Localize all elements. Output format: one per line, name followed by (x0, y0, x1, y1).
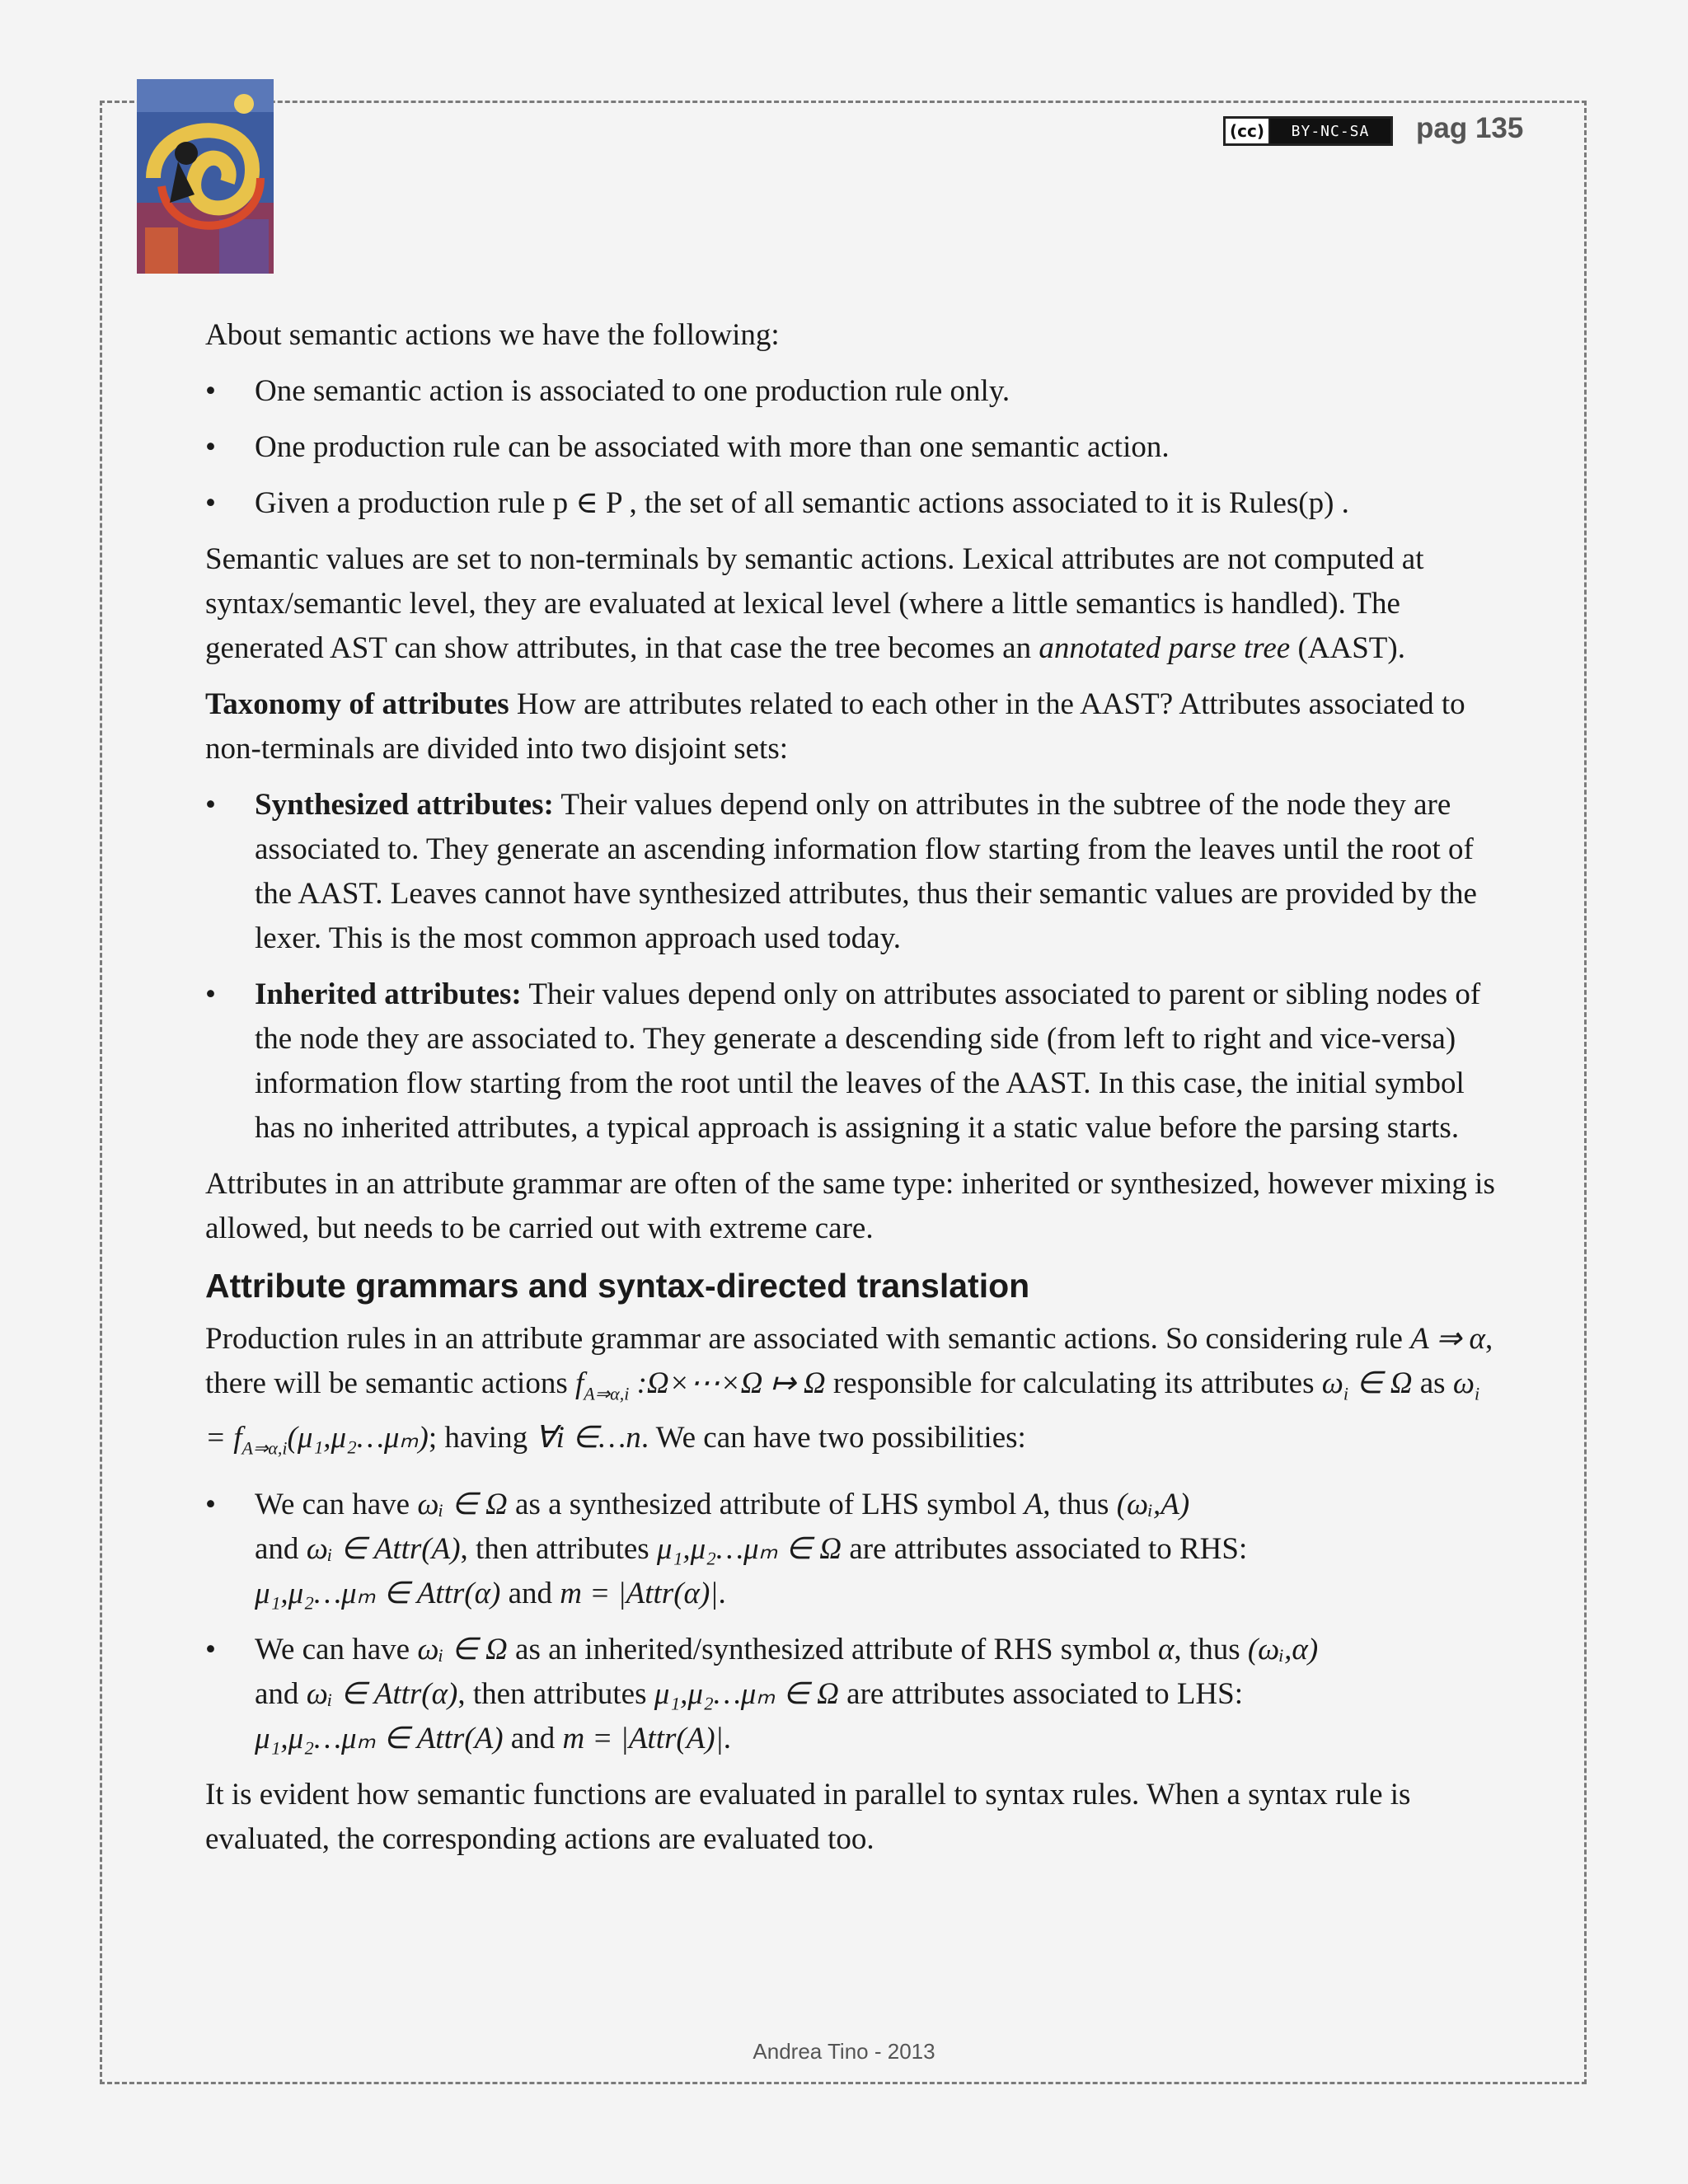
list-item: • Given a production rule p ∈ P , the set of all semantic actions associated to it is Rules(p) . (205, 481, 1507, 526)
attribute-types-list (205, 783, 1507, 1151)
cc-license-badge (1223, 116, 1393, 146)
conclusion-paragraph: It is evident how semantic functions are evaluated in parallel to syntax rules. When a syntax rule is evaluated, the corresponding actions are evaluated too. (205, 1777, 1411, 1856)
production-rules-paragraph: Production rules in an attribute grammar are associated with semantic actions. So considering rule A ⇒ α, there will be semantic actions $f_{A\Rightarrow\alpha,i}$ :Ω×⋯×Ω ↦ Ω responsible for calculating its attributes $\omega_i$ ∈ Ω as $\omega_i$ = $f_{A\Rightarrow\alpha,i}(\mu_1,\mu_2\dots\mu_m)$; having ∀i ∈…n. We can have two possibilities: (205, 1322, 1493, 1459)
taxonomy-paragraph: Taxonomy of attributes How are attributes related to each other in the AAST? Attributes associated to non-terminals are divided into two disjoint sets: (205, 687, 1465, 766)
semantic-values-paragraph: Semantic values are set to non-terminals by semantic actions. Lexical attributes are not computed at syntax/semantic level, they are evaluated at lexical level (where a little semantics is handled). The generated AST can show attributes, in that case the tree becomes an annotated parse tree (AAST). (205, 542, 1424, 665)
list-item: • One semantic action is associated to one production rule only. (205, 369, 1507, 414)
list-item: • One production rule can be associated with more than one semantic action. (205, 425, 1507, 470)
run-in-heading: Taxonomy of attributes (205, 687, 509, 721)
page-footer: Andrea Tino - 2013 (753, 2039, 935, 2064)
license-terms: BY-NC-SA (1270, 119, 1390, 143)
section-heading: Attribute grammars and syntax-directed translation (205, 1267, 1030, 1305)
list-item: • We can have ωᵢ ∈ Ω as an inherited/synthesized attribute of RHS symbol α, thus (ωᵢ,α) and ωᵢ ∈ Attr(α), then attributes μ₁,μ₂…μₘ ∈ Ω are attributes associated to LHS: μ₁,μ₂…μₘ ∈ Attr(A) and m = |Attr(A)|. (205, 1628, 1507, 1761)
list-item: • Synthesized attributes: Their values depend only on attributes in the subtree of the node they are associated to. They generate an ascending information flow starting from the leaves until the root of the AAST. Leaves cannot have synthesized attributes, thus their semantic values are provided by the lexer. This is the most common approach used today. (205, 783, 1507, 961)
possibilities-list (205, 1483, 1507, 1761)
semantic-actions-list (205, 369, 1507, 526)
list-item: • We can have ωᵢ ∈ Ω as a synthesized attribute of LHS symbol A, thus (ωᵢ,A) and ωᵢ ∈ Attr(A), then attributes μ₁,μ₂…μₘ ∈ Ω are attributes associated to RHS: μ₁,μ₂…μₘ ∈ Attr(α) and m = |Attr(α)|. (205, 1483, 1507, 1616)
page-content (205, 313, 1507, 1873)
list-item: • Inherited attributes: Their values depend only on attributes associated to parent or sibling nodes of the node they are associated to. They generate a descending side (from left to right and vice-versa) information flow starting from the root until the leaves of the AAST. In this case, the initial symbol has no inherited attributes, a typical approach is assigning it a static value before the parsing starts. (205, 972, 1507, 1151)
mixing-paragraph: Attributes in an attribute grammar are often of the same type: inherited or synthesized, however mixing is allowed, but needs to be carried out with extreme care. (205, 1167, 1495, 1245)
emphasis-term: annotated parse tree (1039, 631, 1291, 665)
cc-logo-icon: (cc) (1226, 119, 1270, 143)
cover-thumbnail-image (137, 79, 274, 274)
page-number: pag 135 (1416, 112, 1524, 144)
intro-paragraph: About semantic actions we have the following: (205, 318, 780, 352)
